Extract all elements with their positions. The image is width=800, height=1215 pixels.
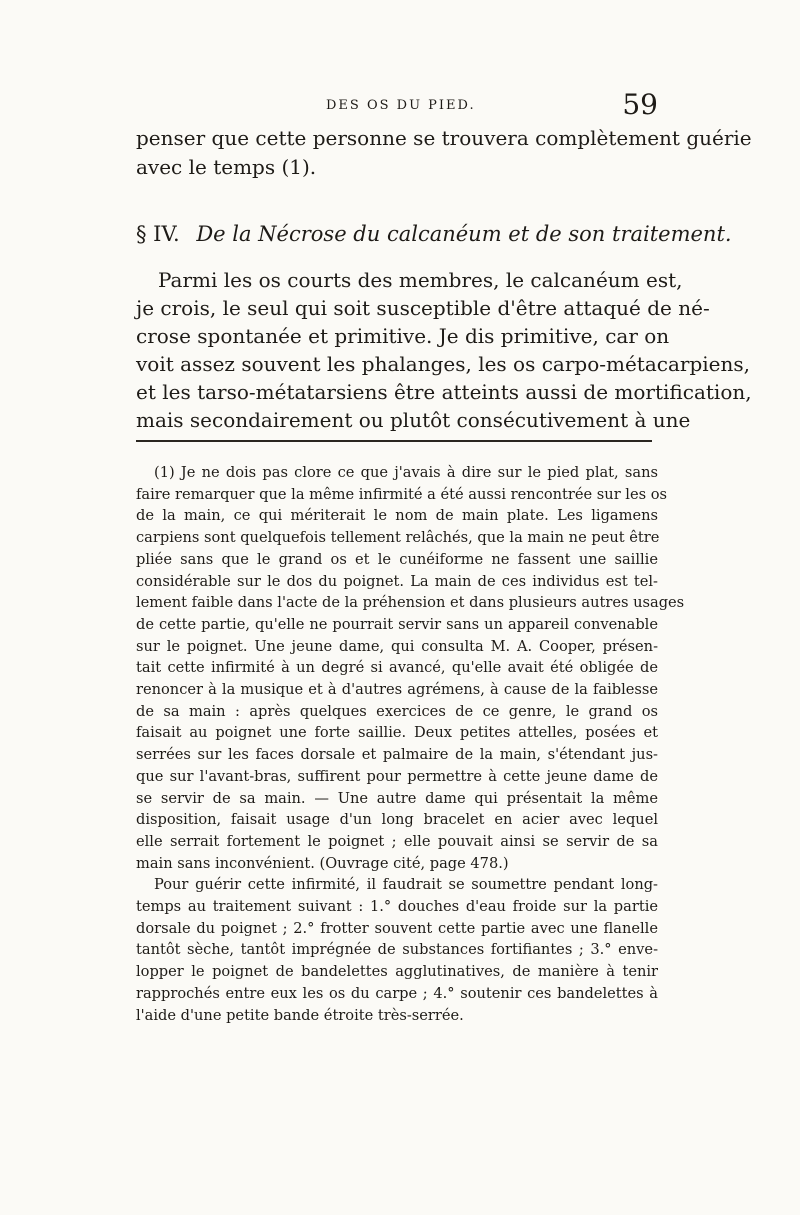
footnote-line: serrées sur les faces dorsale et palmaire de la main, s'étendant jus- [136, 746, 658, 764]
continued-paragraph [136, 124, 752, 182]
footnote-line: tait cette infirmité à un degré si avancé, qu'elle avait été obligée de [136, 659, 658, 677]
footnote-line: Pour guérir cette infirmité, il faudrait se soumettre pendant long- [154, 876, 658, 894]
section-heading [136, 220, 732, 248]
section-number: § IV. [136, 222, 180, 246]
page-number: 59 [622, 88, 658, 121]
text-line: avec le temps (1). [136, 155, 317, 179]
main-text [136, 124, 752, 434]
footnote-line: lement faible dans l'acte de la préhension et dans plusieurs autres usages [136, 594, 685, 612]
footnote-line: main sans inconvénient. (Ouvrage cité, page 478.) [136, 854, 509, 872]
footnote-line: se servir de sa main. — Une autre dame qui présentait la même [136, 789, 658, 807]
footnote-line: disposition, faisait usage d'un long bracelet en acier avec lequel [136, 811, 658, 829]
footnote-line: considérable sur le dos du poignet. La main de ces individus est tel- [136, 572, 658, 590]
footnote-line: temps au traitement suivant : 1.° douches d'eau froide sur la partie [136, 898, 658, 916]
footnote-line: de la main, ce qui mériterait le nom de main plate. Les ligamens [136, 507, 658, 525]
footnote-line: que sur l'avant-bras, suffirent pour permettre à cette jeune dame de [136, 767, 658, 785]
text-line: Parmi les os courts des membres, le calcanéum est, [158, 268, 683, 292]
footnote-line: faire remarquer que la même infirmité a été aussi rencontrée sur les os [136, 485, 668, 503]
text-line: crose spontanée et primitive. Je dis primitive, car on [136, 324, 670, 348]
running-head [136, 88, 658, 128]
footnote-line: tantôt sèche, tantôt imprégnée de substances fortifiantes ; 3.° enve- [136, 941, 658, 959]
text-line: et les tarso-métatarsiens être atteints aussi de mortification, [136, 380, 752, 404]
footnote-line: (1) Je ne dois pas clore ce que j'avais à dire sur le pied plat, sans [154, 464, 658, 481]
footnote-line: l'aide d'une petite bande étroite très-serrée. [136, 1006, 464, 1024]
running-title: DES OS DU PIED. [326, 98, 476, 113]
text-line: penser que cette personne se trouvera complètement guérie [136, 126, 752, 150]
footnote-line: renoncer à la musique et à d'autres agrémens, à cause de la faiblesse [136, 681, 658, 699]
footnote-line: dorsale du poignet ; 2.° frotter souvent cette partie avec une flanelle [136, 919, 658, 937]
footnote-line: elle serrait fortement le poignet ; elle pouvait ainsi se servir de sa [136, 832, 658, 850]
footnote-line: faisait au poignet une forte saillie. Deux petites attelles, posées et [136, 724, 658, 742]
text-line: je crois, le seul qui soit susceptible d'être attaqué de né- [136, 296, 710, 320]
footnote-line: pliée sans que le grand os et le cunéiforme ne fassent une saillie [136, 550, 658, 568]
footnote-line: de sa main : après quelques exercices de ce genre, le grand os [136, 702, 658, 720]
section-title: De la Nécrose du calcanéum et de son traitement. [196, 222, 732, 246]
text-line: mais secondairement ou plutôt consécutivement à une [136, 408, 691, 432]
footnote-line: rapprochés entre eux les os du carpe ; 4.° soutenir ces bandelettes à [136, 984, 658, 1002]
footnote-line: lopper le poignet de bandelettes agglutinatives, de manière à tenir [136, 963, 658, 981]
footnote [136, 462, 685, 1026]
footnote-line: carpiens sont quelquefois tellement relâchés, que la main ne peut être [136, 529, 660, 547]
body-paragraph [136, 266, 752, 434]
text-line: voit assez souvent les phalanges, les os carpo-métacarpiens, [136, 352, 750, 376]
footnote-line: de cette partie, qu'elle ne pourrait servir sans un appareil convenable [136, 615, 658, 633]
footnote-divider [136, 440, 652, 442]
footnote-line: sur le poignet. Une jeune dame, qui consulta M. A. Cooper, présen- [136, 637, 658, 655]
